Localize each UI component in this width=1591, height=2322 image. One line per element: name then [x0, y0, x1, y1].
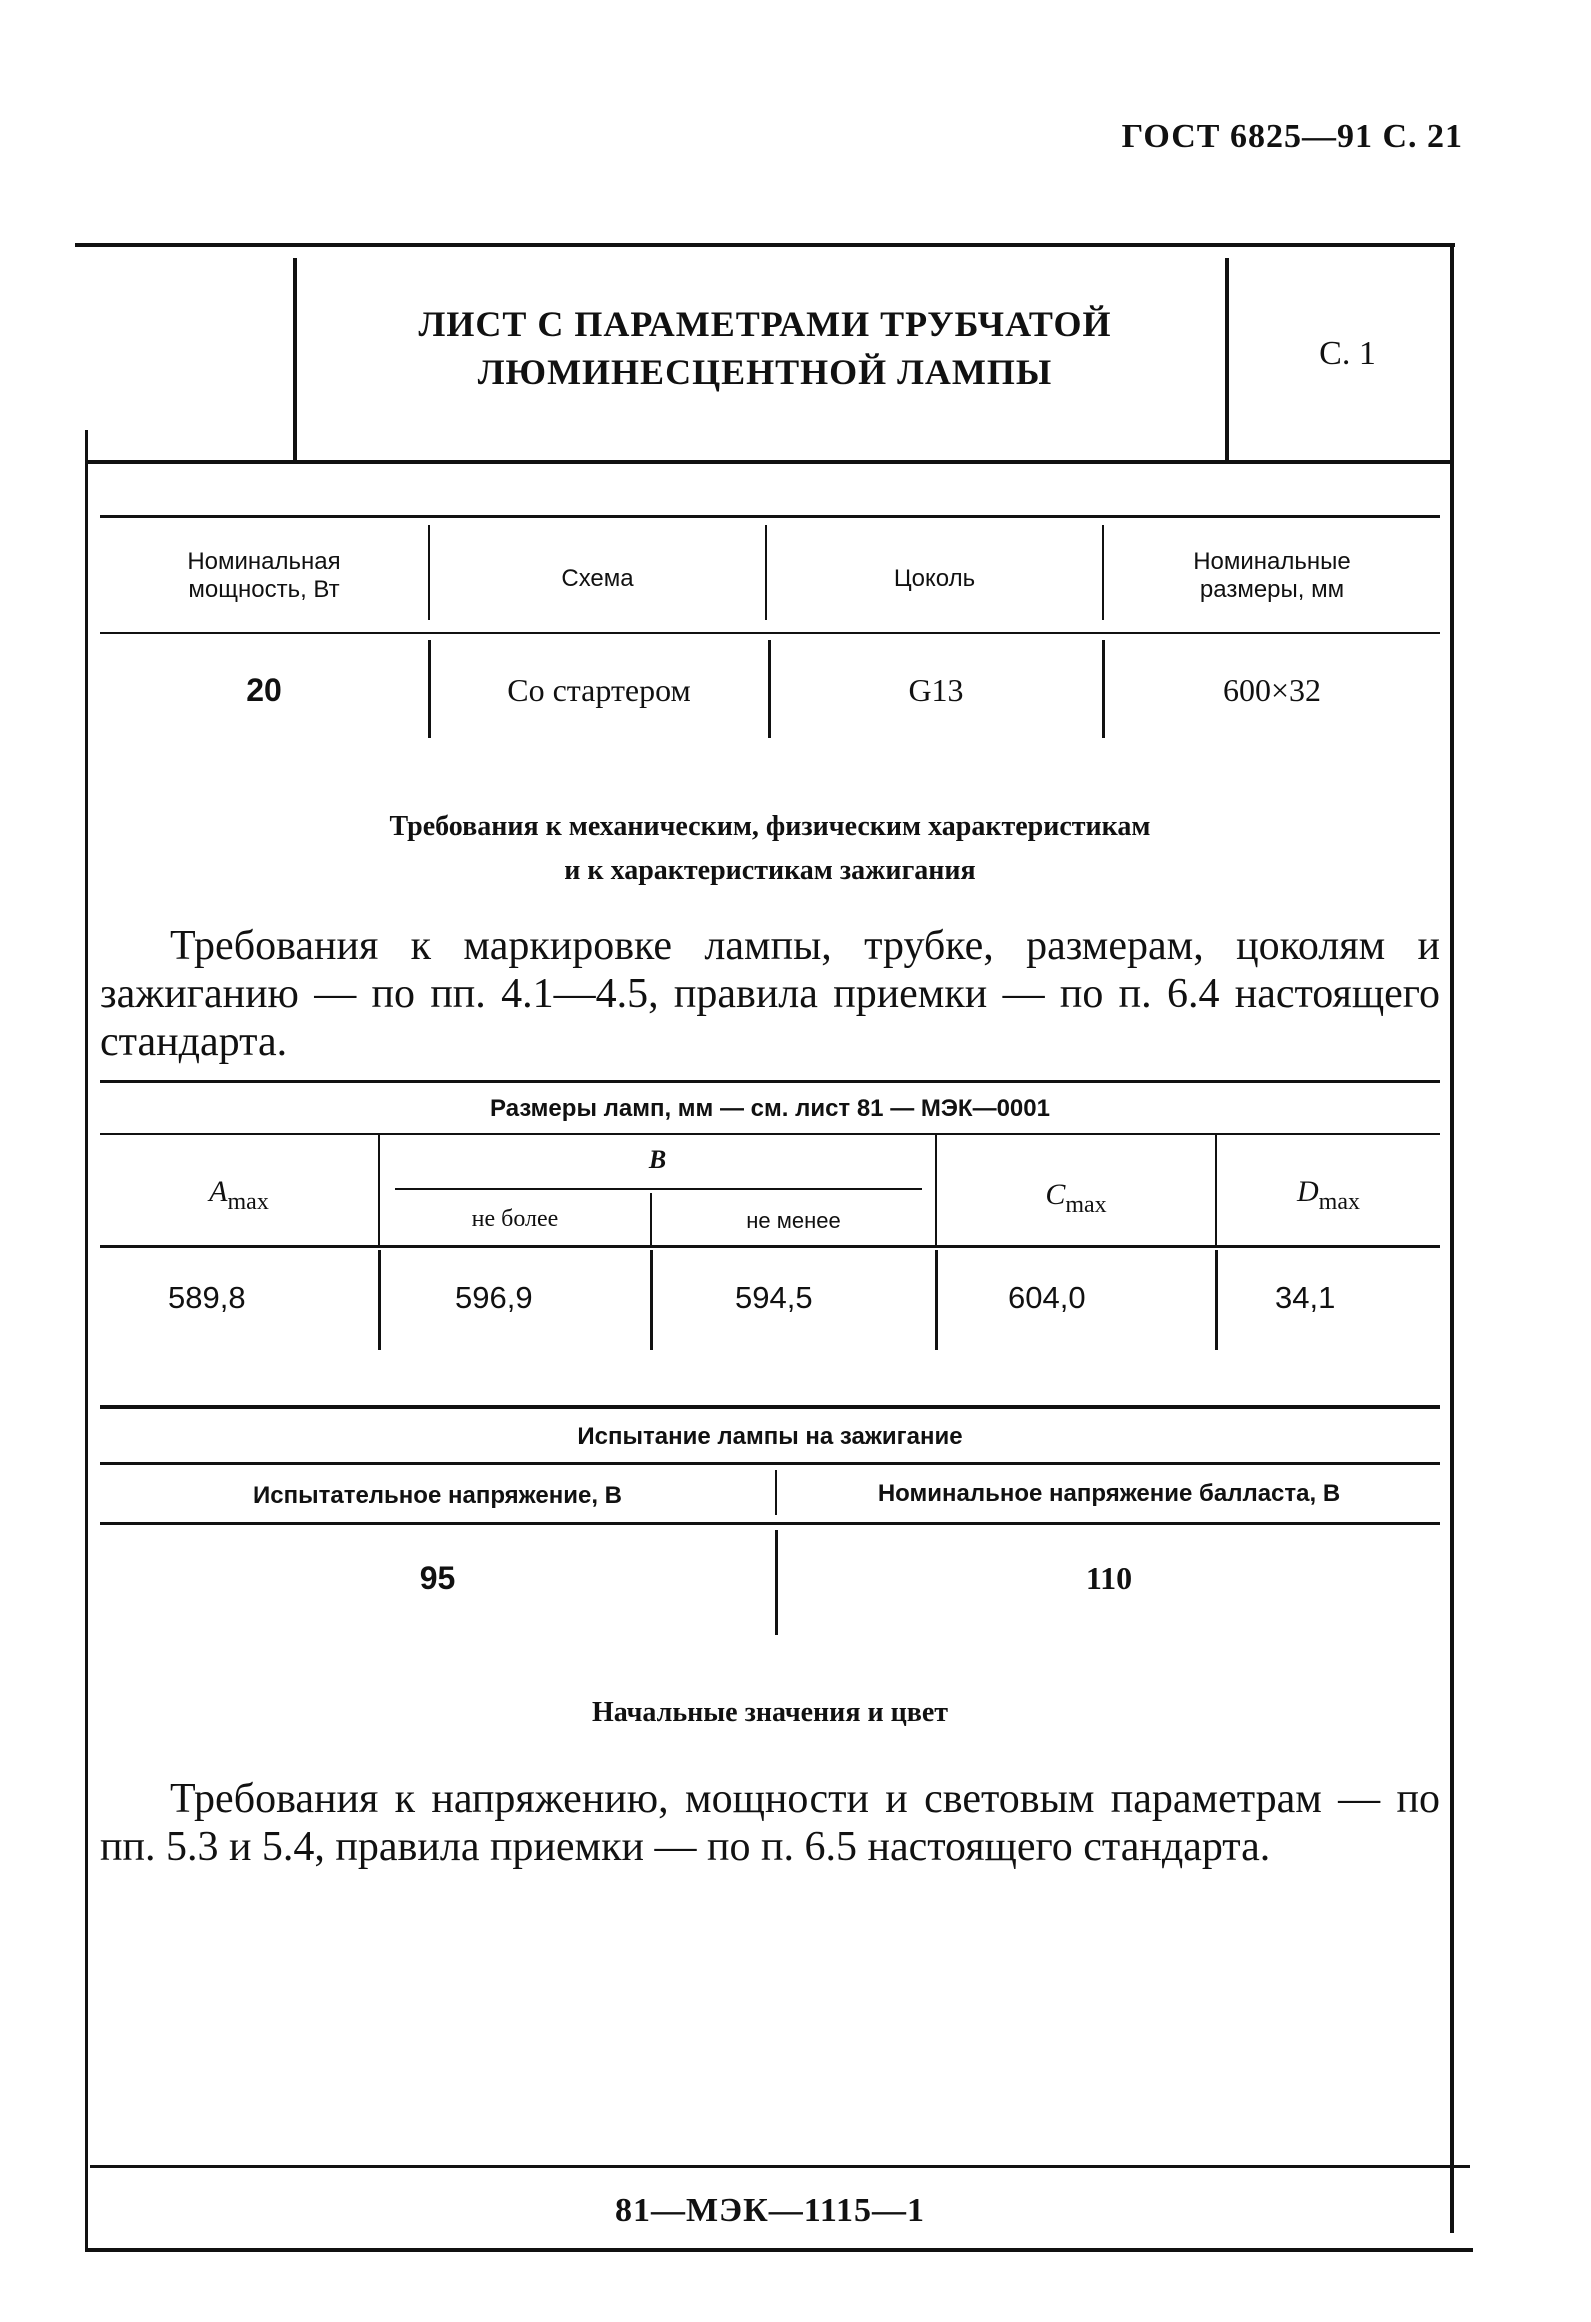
lamp-table-header-rule: [100, 632, 1440, 634]
dims-header-d-sub: max: [1318, 1189, 1360, 1215]
frame-left-border: [85, 430, 88, 2250]
frame-right-border: [1450, 243, 1454, 2233]
sheet-title: [300, 300, 1230, 396]
sheet-title-line2: ЛЮМИНЕСЦЕНТНОЙ ЛАМПЫ: [477, 352, 1053, 392]
dims-header-b-not-less: не менее: [746, 1208, 841, 1233]
page-header: ГОСТ 6825—91 С. 21: [1121, 118, 1463, 155]
dims-header-c: [937, 1178, 1215, 1219]
dims-col-divider: [1215, 1250, 1218, 1350]
dims-header-d: [1217, 1175, 1440, 1216]
dims-cell-c-max: 604,0: [1008, 1280, 1086, 1315]
dims-cell-b-not-more: 596,9: [455, 1280, 533, 1315]
lamp-cell-base: G13: [908, 672, 964, 708]
ign-col-divider: [775, 1470, 777, 1515]
dims-cell-d-max: 34,1: [1275, 1280, 1336, 1315]
ign-header-test-voltage: Испытательное напряжение, В: [253, 1482, 622, 1509]
lamp-cell-scheme: Со стартером: [507, 672, 691, 708]
dims-col-divider: [378, 1250, 381, 1350]
lamp-header-power-line1: Номинальная: [187, 548, 341, 575]
dims-caption-rule: [100, 1133, 1440, 1135]
lamp-header-scheme: Схема: [561, 565, 634, 592]
dims-header-b: B: [648, 1145, 667, 1174]
frame-top-rule: [75, 243, 1455, 247]
lamp-cell-power: 20: [246, 672, 282, 708]
dims-header-a: [100, 1175, 378, 1216]
frame-bottom-rule: [85, 2248, 1473, 2252]
dims-header-a-sub: max: [227, 1189, 269, 1215]
section-heading-mechanical: [100, 805, 1440, 893]
dims-col-divider: [650, 1250, 653, 1350]
section-heading-initial-values: Начальные значения и цвет: [591, 1697, 949, 1728]
ign-table-top-rule: [100, 1405, 1440, 1409]
lamp-header-power: [100, 548, 428, 604]
title-bottom-rule: [88, 460, 1450, 464]
sheet-title-line1: ЛИСТ С ПАРАМЕТРАМИ ТРУБЧАТОЙ: [418, 304, 1112, 344]
ign-header-rule: [100, 1522, 1440, 1525]
dims-header-rule: [100, 1245, 1440, 1248]
ign-cell-test-voltage: 95: [419, 1560, 456, 1596]
lamp-header-base: Цоколь: [893, 565, 976, 592]
ign-cell-ballast-voltage: 110: [1085, 1560, 1133, 1596]
dims-header-c-symbol: C: [1045, 1178, 1066, 1211]
paragraph-mechanical: Требования к маркировке лампы, трубке, размерам, цоколям и зажиганию — по пп. 4.1—4.5, правила приемки — по п. 6.4 настоящего стандарта.: [100, 923, 1440, 1065]
ign-table-caption: Испытание лампы на зажигание: [577, 1423, 963, 1450]
dims-header-b-not-more: не более: [471, 1206, 559, 1232]
section-heading-mechanical-line1: Требования к механическим, физическим характеристикам: [389, 811, 1151, 842]
lamp-header-dims-line2: размеры, мм: [1199, 576, 1345, 603]
sheet-page-number: С. 1: [1319, 335, 1376, 372]
dims-cell-b-not-less: 594,5: [735, 1280, 813, 1315]
dims-table-top-rule: [100, 1080, 1440, 1083]
lamp-header-dims: [1104, 548, 1440, 604]
dims-cell-a-max: 589,8: [168, 1280, 246, 1315]
title-divider-left: [293, 258, 297, 463]
dims-header-c-sub: max: [1065, 1192, 1107, 1218]
lamp-table-top-rule: [100, 515, 1440, 518]
dims-header-a-symbol: A: [209, 1175, 228, 1208]
dims-b-subrule: [395, 1188, 922, 1190]
paragraph-initial-values: Требования к напряжению, мощности и световым параметрам — по пп. 5.3 и 5.4, правила приемки — по п. 6.5 настоящего стандарта.: [100, 1776, 1440, 1870]
lamp-header-power-line2: мощность, Вт: [188, 576, 340, 603]
lamp-header-dims-line1: Номинальные: [1193, 548, 1351, 575]
dims-col-divider: [935, 1250, 938, 1350]
dims-header-d-symbol: D: [1297, 1175, 1319, 1208]
section-heading-mechanical-line2: и к характеристикам зажигания: [564, 855, 976, 886]
ign-header-ballast-voltage: Номинальное напряжение балласта, В: [877, 1480, 1341, 1507]
lamp-cell-dims: 600×32: [1222, 672, 1322, 708]
ign-caption-rule: [100, 1462, 1440, 1465]
footer-rule: [90, 2165, 1470, 2168]
dims-table-caption: Размеры ламп, мм — см. лист 81 — МЭК—0001: [490, 1095, 1050, 1122]
sheet-code: 81—МЭК—1115—1: [614, 2192, 926, 2229]
